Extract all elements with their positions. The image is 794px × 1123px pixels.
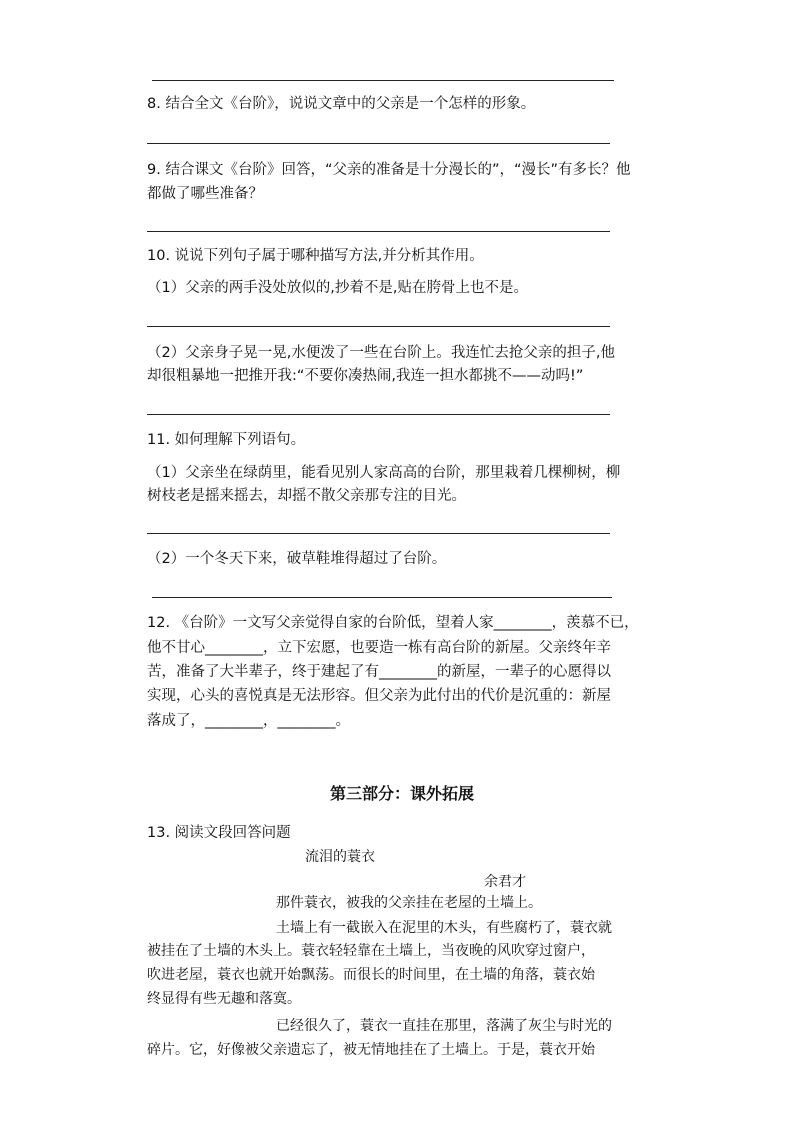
- question-12-line4: 实现，心头的喜悦真是无法形容。但父亲为此付出的代价是沉重的：新屋: [147, 688, 611, 704]
- question-12-line3: 苦，准备了大半辈子，终于建起了有________的新屋，一辈子的心愿得以: [147, 664, 611, 680]
- question-10-sentence2-line1: （2）父亲身子晃一晃,水便泼了一些在台阶上。我连忙去抢父亲的担子,他: [147, 345, 615, 361]
- answer-line-10-2: [147, 414, 610, 415]
- answer-line-10-1: [147, 326, 610, 327]
- question-11-sentence2: （2）一个冬天下来，破草鞋堆得超过了台阶。: [147, 551, 447, 567]
- question-11-sentence1-line2: 树枝老是摇来摇去，却摇不散父亲那专注的目光。: [147, 488, 466, 504]
- article-line: 吹进老屋，蓑衣也就开始飘荡。而很长的时间里，在土墙的角落，蓑衣始: [147, 967, 595, 983]
- answer-line-9: [147, 231, 610, 232]
- answer-line: [152, 80, 614, 81]
- article-line: 土墙上有一截嵌入在泥里的木头，有些腐朽了，蓑衣就: [276, 920, 612, 936]
- question-13-prompt: 13. 阅读文段回答问题: [147, 825, 291, 841]
- article-line: 碎片。它，好像被父亲遗忘了，被无情地挂在了土墙上。于是，蓑衣开始: [147, 1042, 595, 1058]
- article-line: 终显得有些无趣和落寞。: [147, 991, 301, 1007]
- question-10-sentence2-line2: 却很粗暴地一把推开我:“不要你凑热闹,我连一担水都挑不——动吗!”: [147, 368, 584, 384]
- question-12-line1: 12. 《台阶》一文写父亲觉得自家的台阶低，望着人家________，羡慕不已，: [147, 615, 639, 631]
- question-11-prompt: 11. 如何理解下列语句。: [147, 432, 306, 448]
- article-author: 余君才: [484, 874, 526, 890]
- answer-line-8: [147, 143, 610, 144]
- section-3-title: 第三部分：课外拓展: [330, 784, 475, 803]
- article-line: 已经很久了，蓑衣一直挂在那里，落满了灰尘与时光的: [276, 1018, 612, 1034]
- question-12-line2: 他不甘心________，立下宏愿，也要造一栋有高台阶的新屋。父亲终年辛: [147, 640, 611, 656]
- question-11-sentence1-line1: （1）父亲坐在绿荫里，能看见别人家高高的台阶，那里栽着几棵柳树，柳: [147, 465, 621, 481]
- question-9-line1: 9. 结合课文《台阶》回答，“父亲的准备是十分漫长的”，“漫长”有多长？他: [147, 162, 631, 178]
- answer-line-11-2: [152, 597, 612, 598]
- question-10-prompt: 10. 说说下列句子属于哪种描写方法,并分析其作用。: [147, 248, 484, 264]
- article-line: 被挂在了土墙的木头上。蓑衣轻轻靠在土墙上，当夜晚的风吹穿过窗户，: [147, 943, 595, 959]
- question-8: 8. 结合全文《台阶》，说说文章中的父亲是一个怎样的形象。: [147, 96, 536, 112]
- question-12-line5: 落成了，________，________。: [147, 713, 350, 729]
- article-title: 流泪的蓑衣: [305, 849, 375, 865]
- answer-line-11-1: [147, 533, 610, 534]
- question-10-sentence1: （1）父亲的两手没处放似的,抄着不是,贴在胯骨上也不是。: [147, 280, 528, 296]
- question-9-line2: 都做了哪些准备？: [147, 186, 263, 202]
- article-line: 那件蓑衣，被我的父亲挂在老屋的土墙上。: [276, 895, 542, 911]
